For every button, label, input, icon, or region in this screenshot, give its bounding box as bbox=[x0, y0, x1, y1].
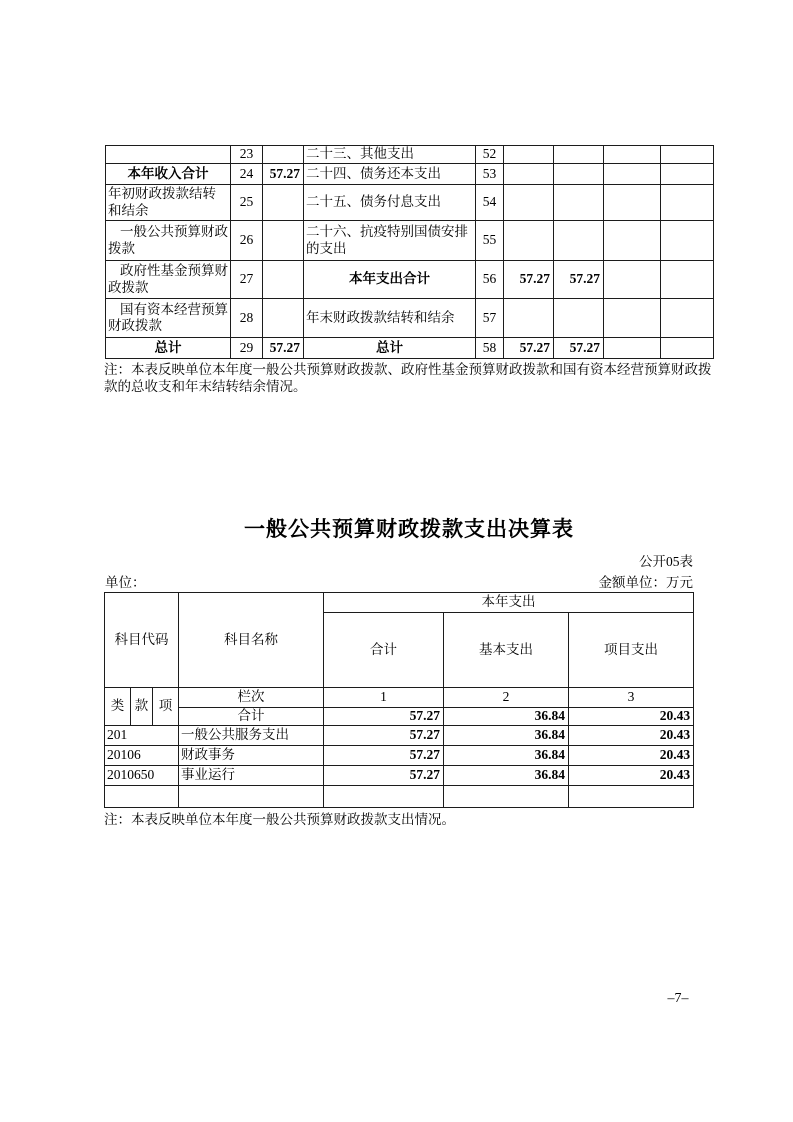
table-row bbox=[106, 338, 714, 359]
expense-amount-cell bbox=[554, 146, 604, 164]
expense-amount-cell: 57.27 bbox=[504, 338, 554, 359]
project-amount-cell: 20.43 bbox=[569, 766, 694, 786]
income-item-cell: 总计 bbox=[106, 338, 231, 359]
page-title: 一般公共预算财政拨款支出决算表 bbox=[244, 518, 574, 541]
expense-amount-cell bbox=[554, 185, 604, 221]
income-expenditure-table bbox=[105, 145, 714, 359]
project-amount-cell: 20.43 bbox=[569, 708, 694, 726]
expense-amount-cell bbox=[661, 299, 714, 338]
amount-unit-label: 金额单位：万元 bbox=[598, 575, 693, 590]
income-item-cell: 本年收入合计 bbox=[106, 164, 231, 185]
income-amount-cell: 57.27 bbox=[263, 164, 304, 185]
income-amount-cell bbox=[263, 261, 304, 299]
expense-item-cell: 二十六、抗疫特别国债安排的支出 bbox=[304, 221, 476, 261]
expense-line-no-cell: 53 bbox=[476, 164, 504, 185]
total-amount-cell bbox=[324, 786, 444, 808]
table-row bbox=[106, 146, 714, 164]
item-subheader: 项 bbox=[153, 688, 179, 726]
income-item-cell: 一般公共预算财政拨款 bbox=[106, 221, 231, 261]
subject-code-cell: 20106 bbox=[105, 746, 179, 766]
basic-amount-cell: 36.84 bbox=[444, 708, 569, 726]
income-line-no-cell: 23 bbox=[231, 146, 263, 164]
expense-item-cell: 总计 bbox=[304, 338, 476, 359]
expense-line-no-cell: 58 bbox=[476, 338, 504, 359]
expense-amount-cell bbox=[604, 185, 661, 221]
subject-name-cell: 一般公共服务支出 bbox=[179, 726, 324, 746]
expenditure-table bbox=[104, 592, 694, 808]
basic-amount-cell: 36.84 bbox=[444, 746, 569, 766]
table-row bbox=[106, 299, 714, 338]
income-line-no-cell: 26 bbox=[231, 221, 263, 261]
section-subheader: 款 bbox=[131, 688, 153, 726]
income-item-cell: 国有资本经营预算财政拨款 bbox=[106, 299, 231, 338]
expense-amount-cell bbox=[504, 299, 554, 338]
total-amount-cell: 57.27 bbox=[324, 726, 444, 746]
basic-amount-cell: 36.84 bbox=[444, 766, 569, 786]
table-row bbox=[105, 786, 694, 808]
column-number-cell: 3 bbox=[569, 688, 694, 708]
table-row bbox=[106, 164, 714, 185]
project-amount-cell: 20.43 bbox=[569, 726, 694, 746]
total-column-header: 合计 bbox=[324, 613, 444, 688]
subject-code-cell: 2010650 bbox=[105, 766, 179, 786]
expense-amount-cell: 57.27 bbox=[554, 338, 604, 359]
expense-amount-cell bbox=[554, 164, 604, 185]
expense-line-no-cell: 55 bbox=[476, 221, 504, 261]
income-item-cell: 政府性基金预算财政拨款 bbox=[106, 261, 231, 299]
page-number: –7– bbox=[667, 991, 689, 1006]
income-item-cell bbox=[106, 146, 231, 164]
unit-line bbox=[105, 571, 693, 591]
project-amount-cell bbox=[569, 786, 694, 808]
expense-item-cell: 年末财政拨款结转和结余 bbox=[304, 299, 476, 338]
table2-note: 注：本表反映单位本年度一般公共预算财政拨款支出情况。 bbox=[104, 812, 455, 827]
expense-line-no-cell: 57 bbox=[476, 299, 504, 338]
expense-line-no-cell: 56 bbox=[476, 261, 504, 299]
expense-amount-cell bbox=[504, 185, 554, 221]
expense-item-cell: 二十四、债务还本支出 bbox=[304, 164, 476, 185]
expense-item-cell: 二十五、债务付息支出 bbox=[304, 185, 476, 221]
income-line-no-cell: 27 bbox=[231, 261, 263, 299]
income-amount-cell: 57.27 bbox=[263, 338, 304, 359]
expense-amount-cell bbox=[661, 164, 714, 185]
column-number-cell: 1 bbox=[324, 688, 444, 708]
table-row bbox=[106, 261, 714, 299]
subject-name-cell: 财政事务 bbox=[179, 746, 324, 766]
expense-amount-cell bbox=[504, 164, 554, 185]
subject-name-header: 科目名称 bbox=[179, 593, 324, 688]
class-subheader: 类 bbox=[105, 688, 131, 726]
table1-note: 注：本表反映单位本年度一般公共预算财政拨款、政府性基金预算财政拨款和国有资本经营预算财政拨款的总收支和年末结转结余情况。 bbox=[104, 362, 712, 394]
expense-item-cell: 二十三、其他支出 bbox=[304, 146, 476, 164]
basic-expenditure-column-header: 基本支出 bbox=[444, 613, 569, 688]
expense-amount-cell bbox=[661, 221, 714, 261]
table-row bbox=[105, 766, 694, 786]
expense-amount-cell bbox=[504, 146, 554, 164]
basic-amount-cell: 36.84 bbox=[444, 726, 569, 746]
income-line-no-cell: 24 bbox=[231, 164, 263, 185]
basic-amount-cell bbox=[444, 786, 569, 808]
income-amount-cell bbox=[263, 299, 304, 338]
subject-code-header: 科目代码 bbox=[105, 593, 179, 688]
unit-label: 单位： bbox=[105, 575, 146, 590]
total-amount-cell: 57.27 bbox=[324, 766, 444, 786]
subject-name-cell: 事业运行 bbox=[179, 766, 324, 786]
project-amount-cell: 20.43 bbox=[569, 746, 694, 766]
expense-amount-cell bbox=[604, 338, 661, 359]
subject-code-cell bbox=[105, 786, 179, 808]
expense-amount-cell bbox=[661, 185, 714, 221]
income-item-cell: 年初财政拨款结转和结余 bbox=[106, 185, 231, 221]
current-year-expenditure-header: 本年支出 bbox=[324, 593, 694, 613]
income-line-no-cell: 25 bbox=[231, 185, 263, 221]
form-number: 公开05表 bbox=[639, 554, 693, 569]
table-row bbox=[105, 746, 694, 766]
expense-item-cell: 本年支出合计 bbox=[304, 261, 476, 299]
income-line-no-cell: 29 bbox=[231, 338, 263, 359]
expense-line-no-cell: 52 bbox=[476, 146, 504, 164]
expense-amount-cell: 57.27 bbox=[504, 261, 554, 299]
expense-amount-cell bbox=[604, 221, 661, 261]
income-amount-cell bbox=[263, 146, 304, 164]
expense-amount-cell bbox=[504, 221, 554, 261]
header-row bbox=[105, 593, 694, 613]
income-amount-cell bbox=[263, 185, 304, 221]
expense-amount-cell bbox=[661, 261, 714, 299]
income-amount-cell bbox=[263, 221, 304, 261]
subject-name-cell: 合计 bbox=[179, 708, 324, 726]
subject-name-cell bbox=[179, 786, 324, 808]
expense-amount-cell bbox=[554, 299, 604, 338]
table-row bbox=[106, 185, 714, 221]
expense-amount-cell bbox=[604, 164, 661, 185]
expense-amount-cell bbox=[604, 261, 661, 299]
column-number-cell: 2 bbox=[444, 688, 569, 708]
total-amount-cell: 57.27 bbox=[324, 746, 444, 766]
expense-amount-cell: 57.27 bbox=[554, 261, 604, 299]
subject-code-cell: 201 bbox=[105, 726, 179, 746]
project-expenditure-column-header: 项目支出 bbox=[569, 613, 694, 688]
expense-amount-cell bbox=[661, 338, 714, 359]
income-line-no-cell: 28 bbox=[231, 299, 263, 338]
table-row bbox=[105, 708, 694, 726]
column-index-row bbox=[105, 688, 694, 708]
expense-line-no-cell: 54 bbox=[476, 185, 504, 221]
expense-amount-cell bbox=[604, 146, 661, 164]
table-row bbox=[106, 221, 714, 261]
expense-amount-cell bbox=[604, 299, 661, 338]
expense-amount-cell bbox=[661, 146, 714, 164]
total-amount-cell: 57.27 bbox=[324, 708, 444, 726]
table-row bbox=[105, 726, 694, 746]
column-index-label: 栏次 bbox=[179, 688, 324, 708]
expense-amount-cell bbox=[554, 221, 604, 261]
